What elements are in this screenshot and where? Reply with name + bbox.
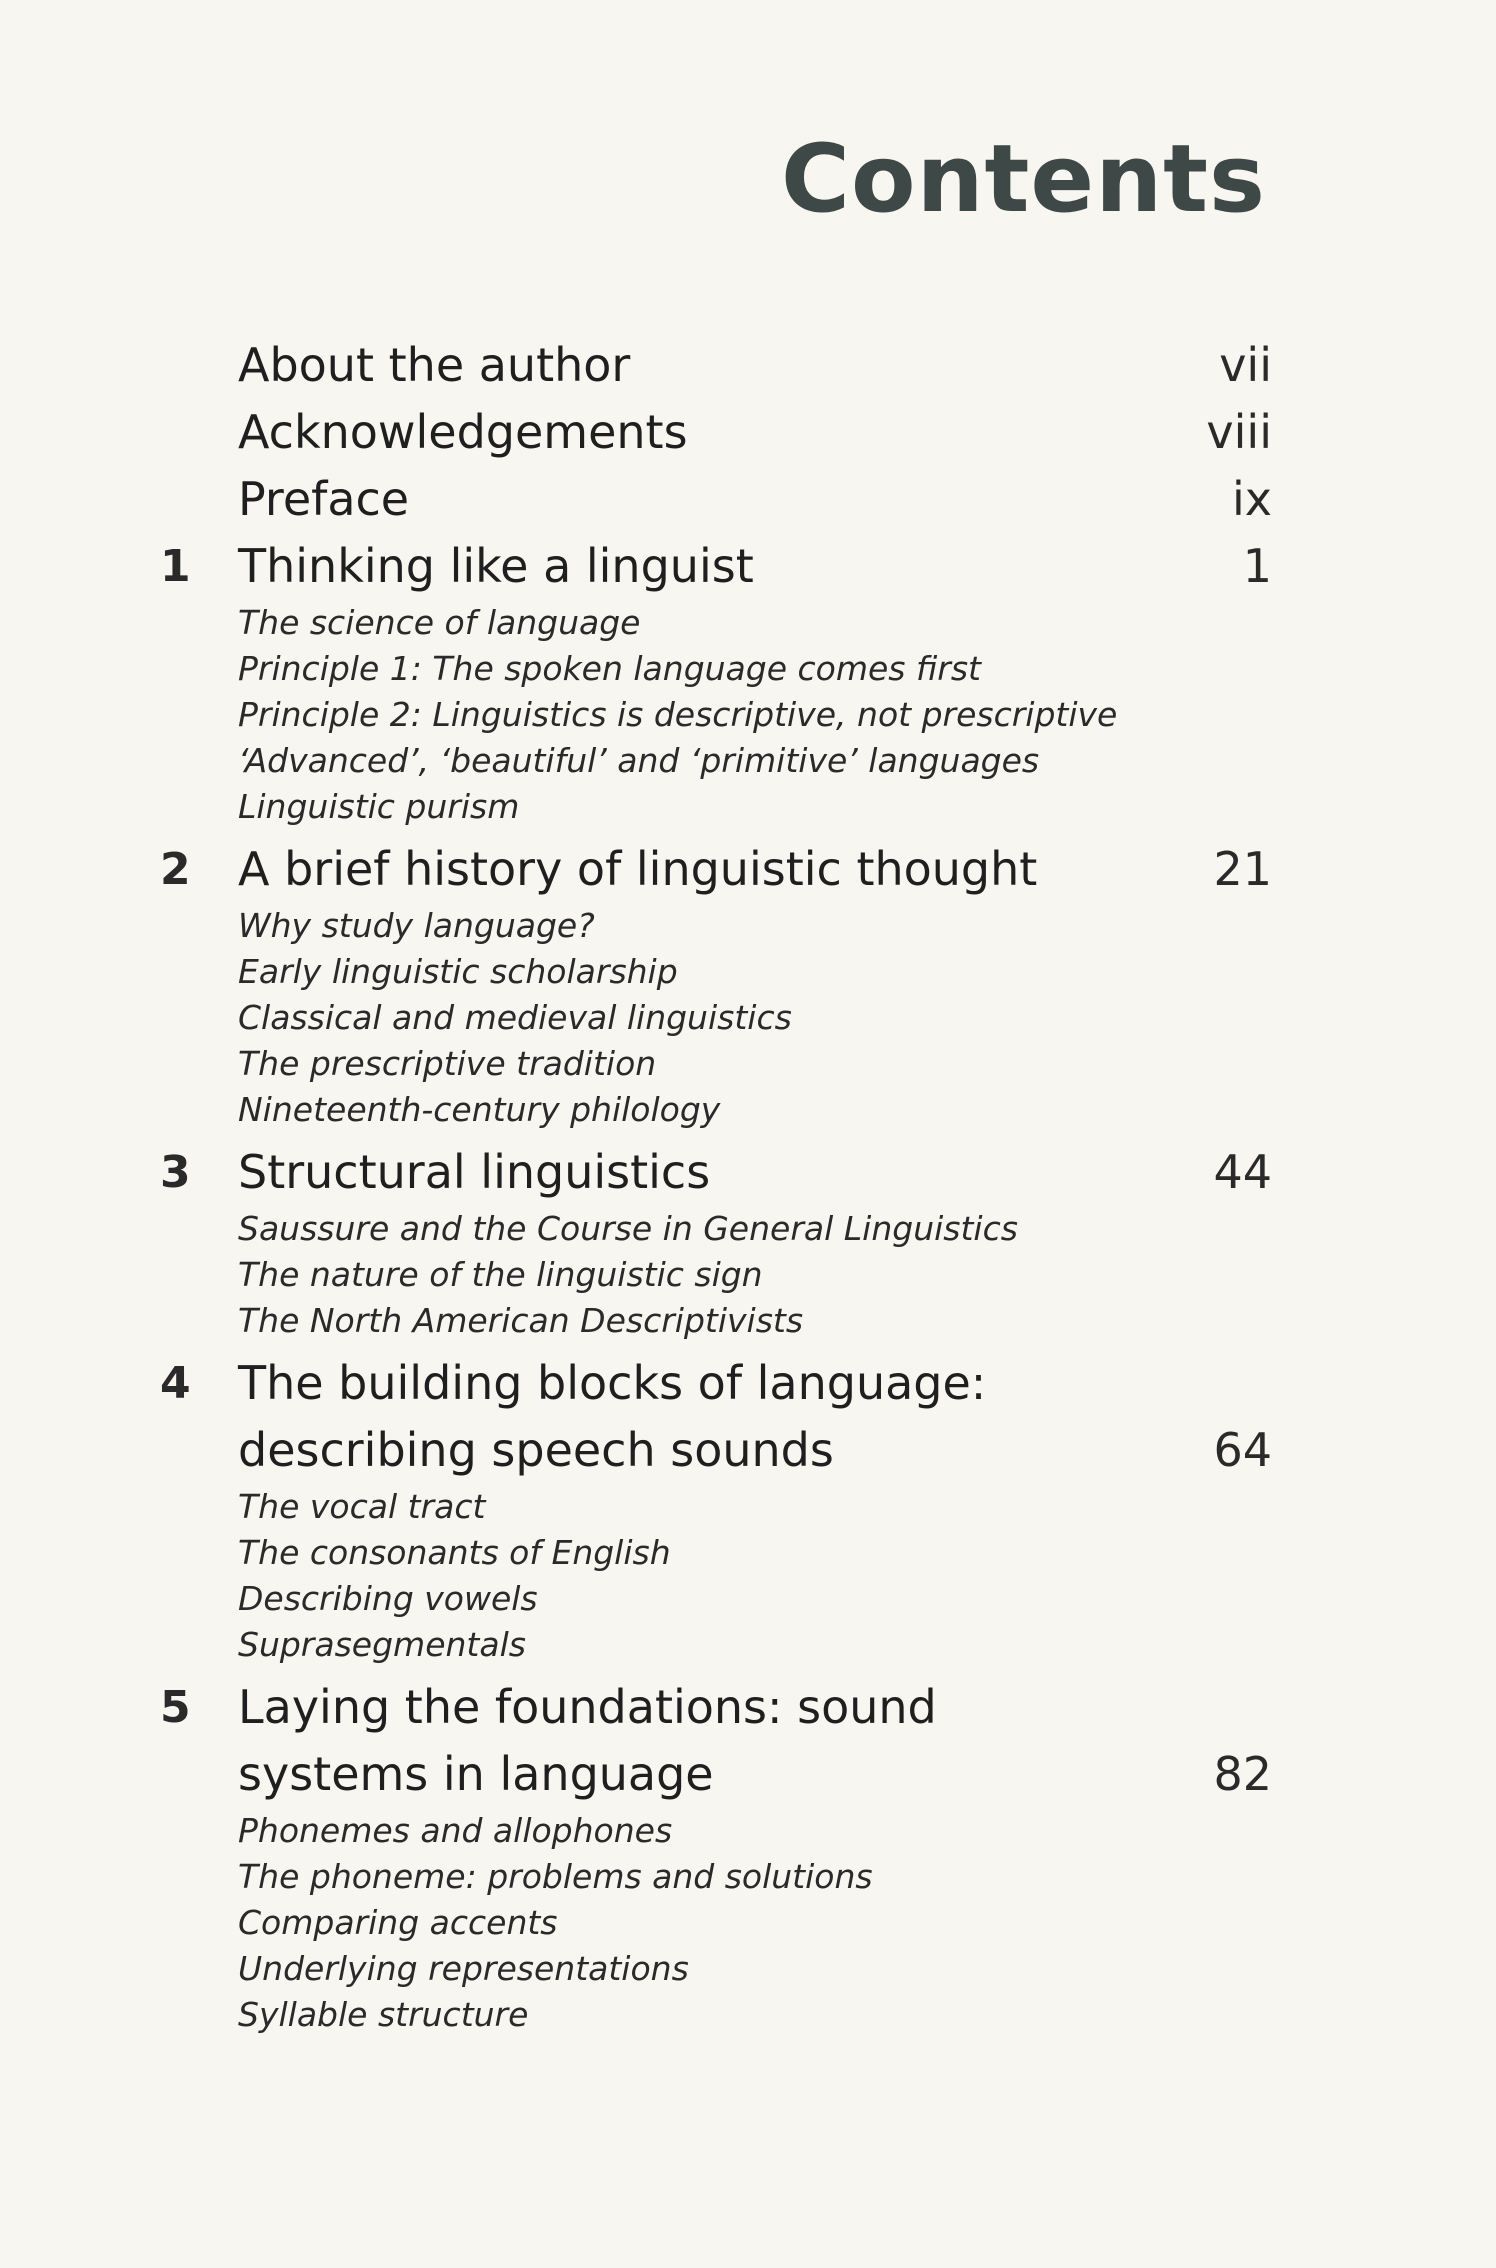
chapter-sections: [238, 1206, 1270, 1344]
section-item: Phonemes and allophones: [238, 1811, 673, 1850]
toc-page-number: ix: [1231, 472, 1272, 526]
chapter-page-number: 21: [1213, 842, 1272, 896]
section-item: Classical and medieval linguistics: [238, 998, 792, 1037]
section-item: Principle 2: Linguistics is descriptive, not prescriptive: [238, 695, 1118, 734]
section-item: Describing vowels: [238, 1579, 538, 1618]
section-item: Underlying representations: [238, 1949, 689, 1988]
chapter-3: [160, 1139, 1270, 1344]
section-item: The vocal tract: [238, 1487, 486, 1526]
table-of-contents: [160, 332, 1270, 2038]
chapter-page-number: 82: [1213, 1747, 1272, 1801]
chapter-number: 3: [160, 1147, 191, 1198]
chapter-number: 1: [160, 541, 191, 592]
section-item: Early linguistic scholarship: [238, 952, 678, 991]
chapter-page-number: 64: [1213, 1423, 1272, 1477]
chapter-heading: [160, 836, 1270, 903]
toc-page-number: viii: [1206, 405, 1272, 459]
chapter-title: The building blocks of language: describing speech sounds: [238, 1356, 987, 1477]
section-item: Nineteenth-century philology: [238, 1090, 721, 1129]
section-item: The nature of the linguistic sign: [238, 1255, 763, 1294]
toc-entry-acknowledgements: [160, 399, 1270, 466]
section-item: Syllable structure: [238, 1995, 529, 2034]
section-item: Saussure and the Course in General Linguistics: [238, 1209, 1018, 1248]
chapter-title: Laying the foundations: sound systems in language: [238, 1680, 937, 1801]
chapter-heading: [160, 1139, 1270, 1206]
chapter-title: Thinking like a linguist: [238, 539, 754, 593]
section-item: The prescriptive tradition: [238, 1044, 657, 1083]
chapter-title: Structural linguistics: [238, 1145, 711, 1199]
toc-entry-label: About the author: [238, 338, 631, 392]
toc-entry-about-author: [160, 332, 1270, 399]
section-item: ‘Advanced’, ‘beautiful’ and ‘primitive’ languages: [238, 741, 1040, 780]
section-item: Principle 1: The spoken language comes first: [238, 649, 981, 688]
chapter-sections: [238, 1808, 1270, 2038]
toc-page-number: vii: [1219, 338, 1272, 392]
page-title: Contents: [781, 125, 1266, 234]
chapter-4: [160, 1350, 1270, 1668]
section-item: The consonants of English: [238, 1533, 671, 1572]
section-item: The science of language: [238, 603, 641, 642]
chapter-sections: [238, 1484, 1270, 1668]
section-item: The phoneme: problems and solutions: [238, 1857, 873, 1896]
toc-entry-label: Preface: [238, 472, 410, 526]
section-item: Linguistic purism: [238, 787, 520, 826]
section-item: Suprasegmentals: [238, 1625, 526, 1664]
chapter-number: 5: [160, 1682, 191, 1733]
chapter-1: [160, 533, 1270, 830]
section-item: Comparing accents: [238, 1903, 558, 1942]
chapter-heading: [160, 1674, 1270, 1808]
toc-entry-label: Acknowledgements: [238, 405, 688, 459]
chapter-5: [160, 1674, 1270, 2038]
chapter-page-number: 44: [1213, 1145, 1272, 1199]
chapter-title: A brief history of linguistic thought: [238, 842, 1038, 896]
chapter-number: 2: [160, 844, 191, 895]
chapter-number: 4: [160, 1358, 191, 1409]
chapter-heading: [160, 533, 1270, 600]
section-item: The North American Descriptivists: [238, 1301, 804, 1340]
chapter-sections: [238, 600, 1270, 830]
chapter-2: [160, 836, 1270, 1133]
chapter-page-number: 1: [1242, 539, 1272, 593]
chapter-heading: [160, 1350, 1270, 1484]
toc-entry-preface: [160, 466, 1270, 533]
chapter-sections: [238, 903, 1270, 1133]
section-item: Why study language?: [238, 906, 595, 945]
